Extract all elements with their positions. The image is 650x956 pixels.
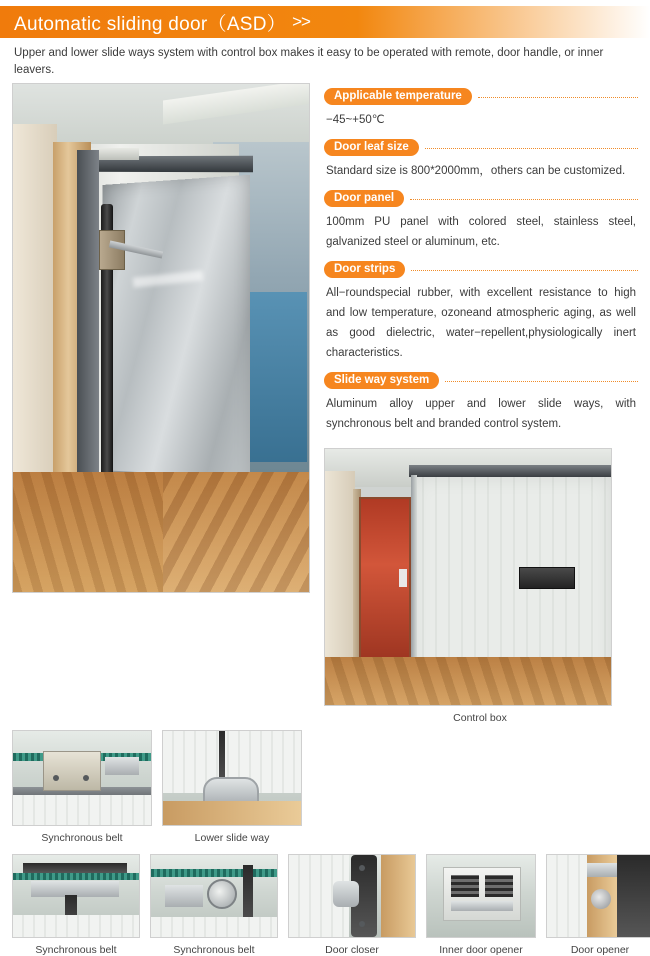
thumbnail-row-2 <box>0 854 650 956</box>
spec-door-leaf-size <box>324 138 638 187</box>
spec-door-strips <box>324 260 638 369</box>
photo-caption: Synchronous belt <box>41 832 123 844</box>
right-column <box>324 83 638 724</box>
thumbnail-door-closer <box>288 854 416 956</box>
spec-label: Door strips <box>324 261 405 278</box>
left-column <box>12 83 312 724</box>
spec-dotted-leader <box>410 199 638 200</box>
photo-carriage-block <box>43 751 101 791</box>
photo-belt <box>151 869 277 877</box>
thumbnail-synchronous-belt-2 <box>12 854 140 956</box>
photo-toothed-rail <box>23 863 127 873</box>
spec-label: Door leaf size <box>324 139 419 156</box>
control-box-figure <box>324 448 638 724</box>
photo-belt <box>13 873 139 880</box>
photo-lever-right <box>485 875 513 897</box>
spec-header <box>324 371 638 390</box>
spec-body: −45~+50℃ <box>326 114 385 126</box>
photo-plate-edge <box>451 901 513 911</box>
thumbnail-row-1 <box>0 730 650 844</box>
thumbnail-inner-door-opener <box>426 854 536 956</box>
photo-synchronous-belt <box>12 854 140 938</box>
photo-door-closer <box>288 854 416 938</box>
thumbnail-synchronous-belt-1 <box>12 730 152 844</box>
photo-panel <box>13 915 139 937</box>
spec-label: Door panel <box>324 190 404 207</box>
photo-stainless-door-leaf <box>102 175 250 516</box>
photo-bolt <box>53 775 59 781</box>
photo-white-panel <box>547 855 587 937</box>
photo-synchronous-belt <box>12 730 152 826</box>
spec-dotted-leader <box>411 270 638 271</box>
photo-caption: Synchronous belt <box>35 944 117 956</box>
spec-body: 100mm PU panel with colored steel, stainless steel, galvanized steel or aluminum, etc. <box>326 216 636 248</box>
page-banner <box>0 6 650 38</box>
spec-label: Slide way system <box>324 372 439 389</box>
thumbnail-door-opener <box>546 854 650 956</box>
thumbnail-lower-slide-way <box>162 730 302 844</box>
photo-door-handle <box>399 569 407 587</box>
photo-lock-cylinder <box>591 889 611 909</box>
spec-slide-way-system <box>324 371 638 440</box>
photo-synchronous-belt-pulley <box>150 854 278 938</box>
photo-door-opener <box>546 854 650 938</box>
photo-wood-frame <box>381 855 416 937</box>
photo-bolt <box>359 921 365 927</box>
photo-caption: Synchronous belt <box>173 944 255 956</box>
photo-bracket <box>165 885 203 907</box>
spec-applicable-temperature <box>324 87 638 136</box>
spec-label: Applicable temperature <box>324 88 472 105</box>
intro-paragraph: Upper and lower slide ways system with control box makes it easy to be operated with remote, door handle, or inner leavers. <box>14 47 604 76</box>
photo-control-box-unit <box>519 567 575 589</box>
photo-panel <box>13 795 151 825</box>
spec-dotted-leader <box>425 148 638 149</box>
spec-door-panel <box>324 189 638 258</box>
spec-dotted-leader <box>445 381 638 382</box>
banner-arrows: >> <box>292 12 310 31</box>
photo-bolt <box>359 865 365 871</box>
photo-left-wall <box>325 471 355 671</box>
page-title: Automatic sliding door（ASD） <box>14 13 287 35</box>
photo-inner-door-opener <box>426 854 536 938</box>
photo-bracket <box>105 757 139 775</box>
photo-caption: Door opener <box>570 944 630 956</box>
spec-header <box>324 138 638 157</box>
thumbnail-synchronous-belt-3 <box>150 854 278 956</box>
photo-bolt <box>83 775 89 781</box>
photo-panel <box>151 917 277 937</box>
spec-body: Standard size is 800*2000mm，others can be customized. <box>326 165 626 177</box>
photo-caption: Door closer <box>325 944 379 956</box>
photo-wood-floor <box>163 801 301 825</box>
spec-body: All−roundspecial rubber, with excellent resistance to high and low temperature, ozoneand atmospheric aging, as well as good dielectric, water−repellent,physiologically inert characteristics. <box>326 287 636 359</box>
main-content <box>0 83 650 724</box>
photo-lower-slide-way <box>162 730 302 826</box>
spec-header <box>324 189 638 208</box>
photo-shadow-gap <box>617 855 650 937</box>
photo-floor-tiles <box>163 472 310 592</box>
photo-floor <box>325 657 611 705</box>
photo-caption: Lower slide way <box>194 832 270 844</box>
photo-control-box <box>324 448 612 706</box>
spec-header <box>324 260 638 279</box>
photo-pulley <box>207 879 237 909</box>
spec-body: Aluminum alloy upper and lower slide ways, with synchronous belt and branded control system. <box>326 398 636 430</box>
photo-handle <box>587 863 617 877</box>
spec-header <box>324 87 638 106</box>
photo-sliding-door-installed <box>12 83 310 593</box>
photo-caption: Control box <box>453 712 507 724</box>
photo-caption: Inner door opener <box>439 944 523 956</box>
spec-dotted-leader <box>478 97 638 98</box>
photo-lever-left <box>451 875 479 897</box>
photo-upper-slide-way <box>409 465 612 477</box>
